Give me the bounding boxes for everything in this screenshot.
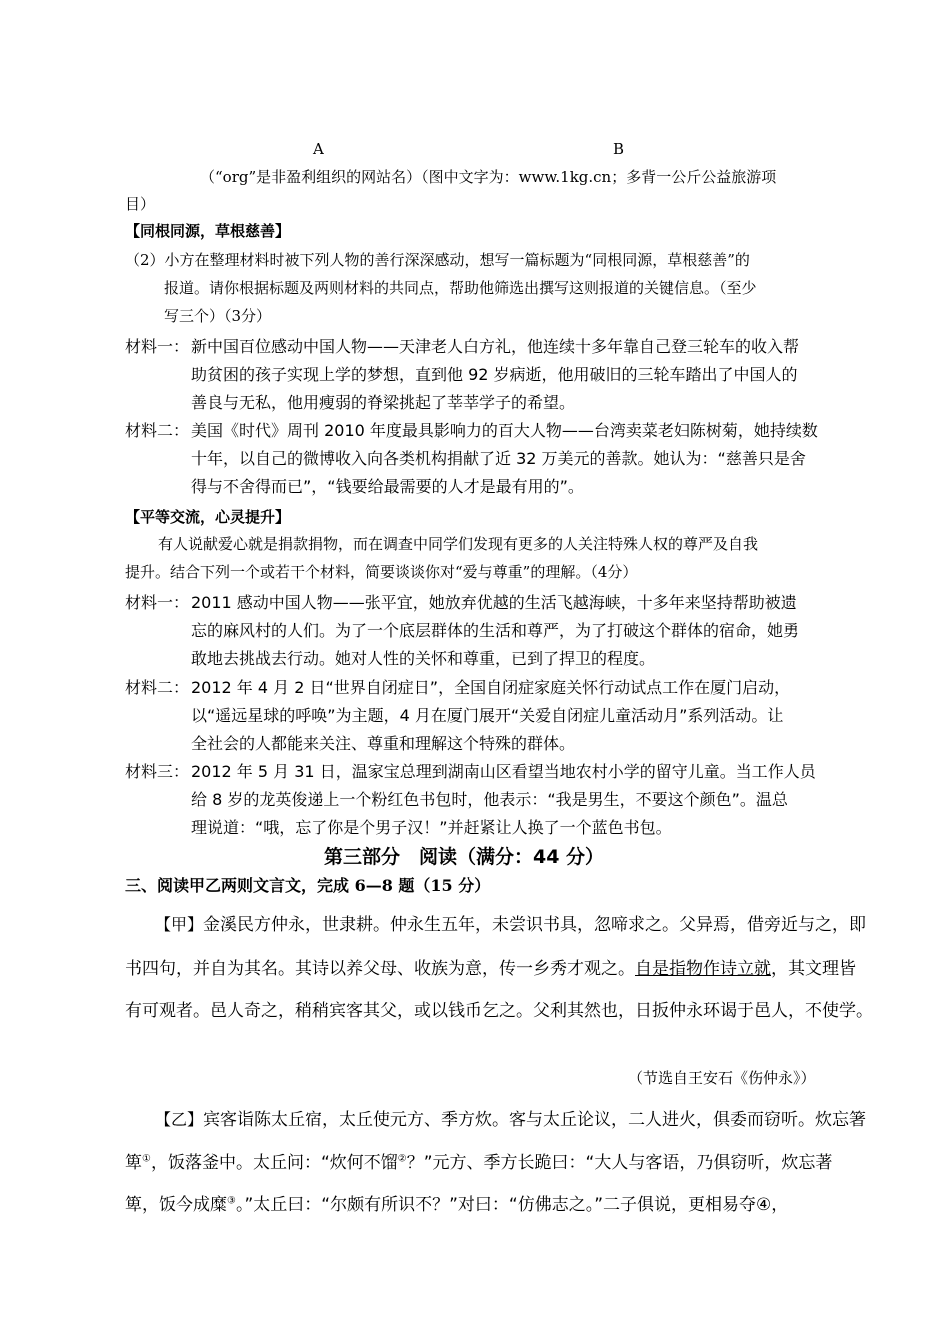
- material-block: [125, 418, 845, 508]
- part3-title: 第三部分 阅读（满分：44 分）: [324, 846, 605, 868]
- jia-source: （节选自王安石《伤仲永》）: [628, 1069, 816, 1087]
- material-label: 材料三：: [125, 762, 190, 781]
- material-block: [125, 334, 845, 424]
- material-line: 美国《时代》周刊 2010 年度最具影响力的百大人物——台湾卖菜老妇陈树菊，她持续数: [191, 421, 818, 440]
- figure-label-b: B: [613, 140, 625, 158]
- material-line: 2012 年 5 月 31 日，温家宝总理到湖南山区看望当地农村小学的留守儿童。当工作人员: [191, 762, 816, 781]
- material-line: 善良与无私，他用瘦弱的脊梁挑起了莘莘学子的希望。: [191, 393, 576, 412]
- material-block: [125, 590, 845, 680]
- yi-line2: [125, 1148, 832, 1173]
- material-block: [125, 675, 845, 765]
- material-label: 材料一：: [125, 593, 190, 612]
- jia-line2: [125, 954, 856, 979]
- material-line: 给 8 岁的龙英俊递上一个粉红色书包时，他表示：“我是男生，不要这个颜色”。温总: [191, 790, 788, 809]
- section-intro-line1: 有人说献爱心就是捐款捐物，而在调查中同学们发现有更多的人关注特殊人权的尊严及自我: [158, 535, 759, 553]
- jia-tag: 【甲】: [155, 915, 204, 934]
- yi-line1: [155, 1105, 866, 1130]
- figure-caption-line2: 目）: [125, 195, 156, 213]
- section-heading-pingdeng: 【平等交流，心灵提升】: [125, 508, 291, 526]
- question-2-line1: （2）小方在整理材料时被下列人物的善行深深感动，想写一篇标题为“同根同源，草根慈善”的: [125, 251, 750, 269]
- yi-text: ，饭落釜中。太丘问：“炊何不馏: [150, 1153, 398, 1173]
- figure-label-a: A: [313, 140, 324, 158]
- material-block: [125, 759, 845, 849]
- jia-text: 书四句，并自为其名。其诗以养父母、收族为意，传一乡秀才观之。: [125, 959, 635, 979]
- material-line: 十年，以自己的微博收入向各类机构捐献了近 32 万美元的善款。她认为：“慈善只是舍: [191, 449, 806, 468]
- section-heading-tonggen: 【同根同源，草根慈善】: [125, 222, 291, 240]
- yi-line3: [125, 1190, 788, 1215]
- jia-line1: [155, 910, 866, 935]
- footnote-marker: ②: [397, 1153, 407, 1165]
- section-intro-line2: 提升。结合下列一个或若干个材料，简要谈谈你对“爱与尊重”的理解。（4分）: [125, 563, 638, 581]
- question-heading: 三、阅读甲乙两则文言文，完成 6—8 题（15 分）: [125, 876, 491, 895]
- question-2-line3: 写三个）（3分）: [164, 307, 272, 325]
- question-2-line2: 报道。请你根据标题及两则材料的共同点，帮助他筛选出撰写这则报道的关键信息。（至少: [164, 279, 757, 297]
- yi-text: ？”元方、季方长跪曰：“大人与客语，乃俱窃听，炊忘著: [406, 1153, 833, 1173]
- yi-text: 箄: [125, 1153, 142, 1173]
- material-line: 全社会的人都能来关注、尊重和理解这个特殊的群体。: [191, 734, 576, 753]
- yi-text: 箄，饭今成糜: [125, 1195, 227, 1215]
- footnote-marker: ③: [227, 1195, 236, 1207]
- material-line: 忘的麻风村的人们。为了一个底层群体的生活和尊严，为了打破这个群体的宿命，她勇: [191, 621, 800, 640]
- material-label: 材料一：: [125, 337, 190, 356]
- material-label: 材料二：: [125, 678, 190, 697]
- material-line: 得与不舍得而已”，“钱要给最需要的人才是最有用的”。: [191, 477, 584, 496]
- yi-text: 。”太丘曰：“尔颇有所识不？”对曰：“仿佛志之。”二子俱说，更相易夺④，: [235, 1195, 789, 1215]
- material-line: 助贫困的孩子实现上学的梦想，直到他 92 岁病逝，他用破旧的三轮车踏出了中国人的: [191, 365, 798, 384]
- jia-underlined-sentence: 自是指物作诗立就: [635, 959, 771, 979]
- material-line: 新中国百位感动中国人物——天津老人白方礼，他连续十多年靠自己登三轮车的收入帮: [191, 337, 800, 356]
- material-line: 2011 感动中国人物——张平宜，她放弃优越的生活飞越海峡，十多年来坚持帮助被遗: [191, 593, 797, 612]
- material-line: 敢地去挑战去行动。她对人性的关怀和尊重，已到了捍卫的程度。: [191, 649, 656, 668]
- material-line: 理说道：“哦，忘了你是个男子汉！”并赶紧让人换了一个蓝色书包。: [191, 818, 672, 837]
- yi-tag: 【乙】: [155, 1110, 204, 1129]
- jia-text: ，其文理皆: [771, 959, 856, 979]
- jia-text: 金溪民方仲永，世隶耕。仲永生五年，未尝识书具，忽啼求之。父异焉，借旁近与之，即: [203, 915, 867, 935]
- material-label: 材料二：: [125, 421, 190, 440]
- yi-text: 宾客诣陈太丘宿，太丘使元方、季方炊。客与太丘论议，二人进火，俱委而窃听。炊忘箸: [203, 1110, 867, 1130]
- jia-line3: 有可观者。邑人奇之，稍稍宾客其父，或以钱币乞之。父利其然也，日扳仲永环谒于邑人，不使学。: [125, 1001, 873, 1021]
- material-line: 以“遥远星球的呼唤”为主题，4 月在厦门展开“关爱自闭症儿童活动月”系列活动。让: [191, 706, 784, 725]
- figure-caption-line1: （“org”是非盈利组织的网站名）（图中文字为：www.1kg.cn；多背一公斤公益旅游项: [200, 168, 777, 186]
- footnote-marker: ①: [142, 1153, 151, 1165]
- material-line: 2012 年 4 月 2 日“世界自闭症日”，全国自闭症家庭关怀行动试点工作在厦门启动，: [191, 678, 791, 697]
